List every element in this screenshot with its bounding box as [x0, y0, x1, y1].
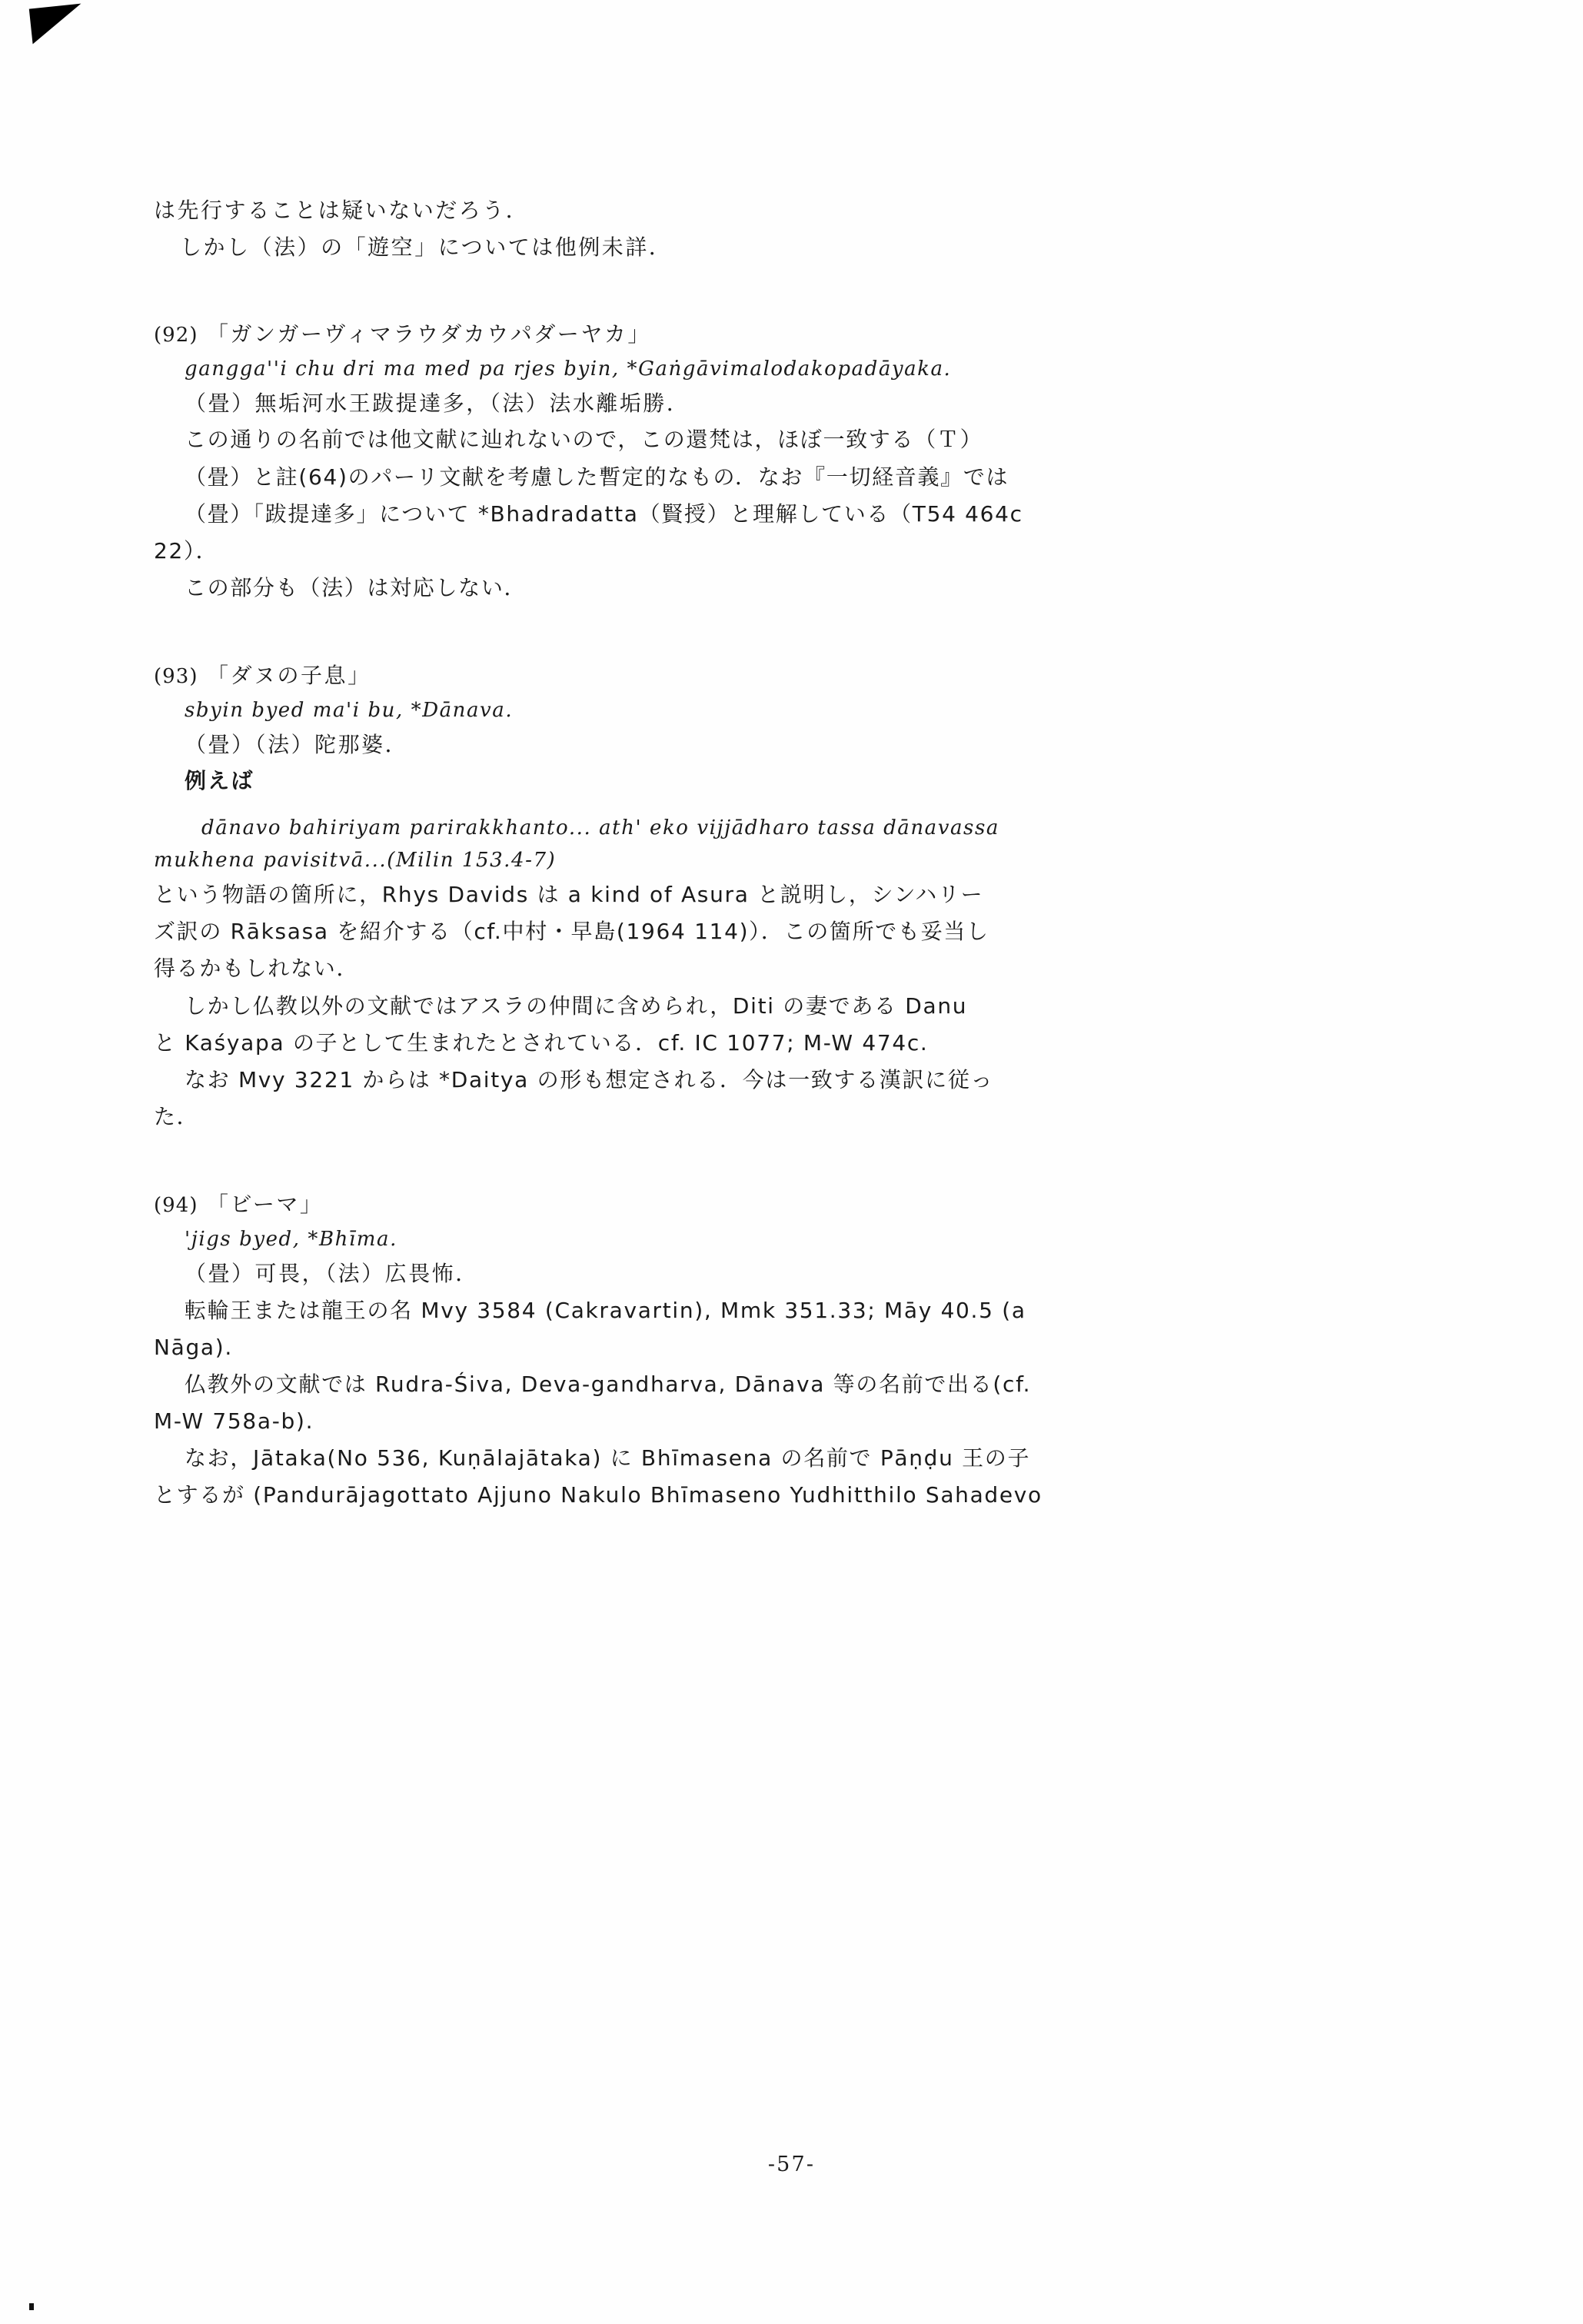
entry-93-line-2: ズ訳の Rāksasa を紹介する（cf.中村・早島(1964 114)）．この箇所でも妥当し: [154, 919, 989, 945]
page-number: -57-: [767, 2153, 816, 2176]
entry-94-line-3: 仏教外の文献では Rudra-Śiva, Deva-gandharva, Dānava 等の名前で出る(cf.: [185, 1371, 1032, 1397]
entry-92-transliteration: gangga''i chu dri ma med pa rjes byin, *Gaṅgāvimalodakopadāyaka.: [185, 357, 952, 381]
registration-triangle-icon: [29, 4, 85, 45]
entry-93-gloss: （畳）（法）陀那婆．: [185, 731, 409, 757]
entry-93-headword: 「ダヌの子息」: [206, 663, 371, 689]
entry-93-line-5: と Kaśyapa の子として生まれたとされている．cf. IC 1077; M-W 474c.: [154, 1029, 929, 1056]
entry-93-heading: [154, 657, 1461, 694]
entry-93-line-4: しかし仏教以外の文献ではアスラの仲間に含められ，Diti の妻である Danu: [185, 992, 968, 1019]
entry-93-line-3: 得るかもしれない．: [154, 956, 360, 982]
entry-94-line-5: なお，Jātaka(No 536, Kuṇālajātaka) に Bhīmasena の名前で Pāṇḍu 王の子: [185, 1445, 1031, 1471]
paragraph-top-1: は先行することは疑いないだろう．: [154, 198, 530, 223]
entry-92-number: (92): [154, 324, 198, 347]
entry-94-heading: [154, 1186, 1461, 1223]
entry-93-transliteration: sbyin byed ma'i bu, *Dānava.: [185, 698, 514, 722]
paragraph-top-2: しかし（法）の「遊空」については他例未詳．: [180, 234, 673, 260]
entry-94-number: (94): [154, 1194, 198, 1218]
entry-94-line-1: 転輪王または龍王の名 Mvy 3584 (Cakravartin), Mmk 351.33; Māy 40.5 (a: [185, 1297, 1026, 1323]
entry-94-headword: 「ビーマ」: [206, 1192, 324, 1218]
entry-92-headword: 「ガンガーヴィマラウダカウパダーヤカ」: [206, 321, 651, 347]
corner-tick-mark: [29, 2303, 34, 2310]
entry-93-example-label: 例えば: [185, 767, 254, 793]
entry-92-gloss: （畳）無垢河水王跋提達多，（法）法水離垢勝．: [185, 390, 690, 416]
entry-93-quote-line-2: mukhena pavisitvā...(Milin 153.4-7): [154, 849, 557, 873]
entry-93-line-6: なお Mvy 3221 からは *Daitya の形も想定される．今は一致する漢訳に従っ: [185, 1066, 994, 1092]
entry-93-quote-line-1: dānavo bahiriyam parirakkhanto... ath' eko vijjādharo tassa dānavassa: [201, 816, 999, 839]
entry-94-line-6: とするが (Pandurājagottato Ajjuno Nakulo Bhīmaseno Yudhitthilo Sahadevo: [154, 1482, 1043, 1508]
entry-92-line-2: （畳）と註(64)のパーリ文献を考慮した暫定的なもの．なお『一切経音義』では: [185, 464, 1009, 490]
entry-93-line-1: という物語の箇所に，Rhys Davids は a kind of Asura と説明し，シンハリー: [154, 882, 984, 908]
entry-92-line-4: 22）．: [154, 537, 219, 564]
entry-94-transliteration: 'jigs byed, *Bhīma.: [185, 1227, 397, 1251]
entry-94-gloss: （畳）可畏，（法）広畏怖．: [185, 1260, 479, 1286]
page-body: [154, 192, 1461, 1514]
entry-93-line-7: た．: [154, 1104, 200, 1130]
entry-92-line-5: この部分も（法）は対応しない．: [185, 575, 527, 601]
entry-92-line-1: この通りの名前では他文献に辿れないので，この還梵は，ほぼ一致する（Ｔ）: [185, 427, 983, 453]
entry-92-line-3: （畳）「跋提達多」について *Bhadradatta（賢授）と理解している（T54 464c: [185, 500, 1023, 527]
entry-94-line-4: M-W 758a-b).: [154, 1408, 314, 1434]
entry-94-line-2: Nāga).: [154, 1334, 233, 1360]
entry-93-number: (93): [154, 665, 198, 689]
entry-92-heading: [154, 316, 1461, 353]
